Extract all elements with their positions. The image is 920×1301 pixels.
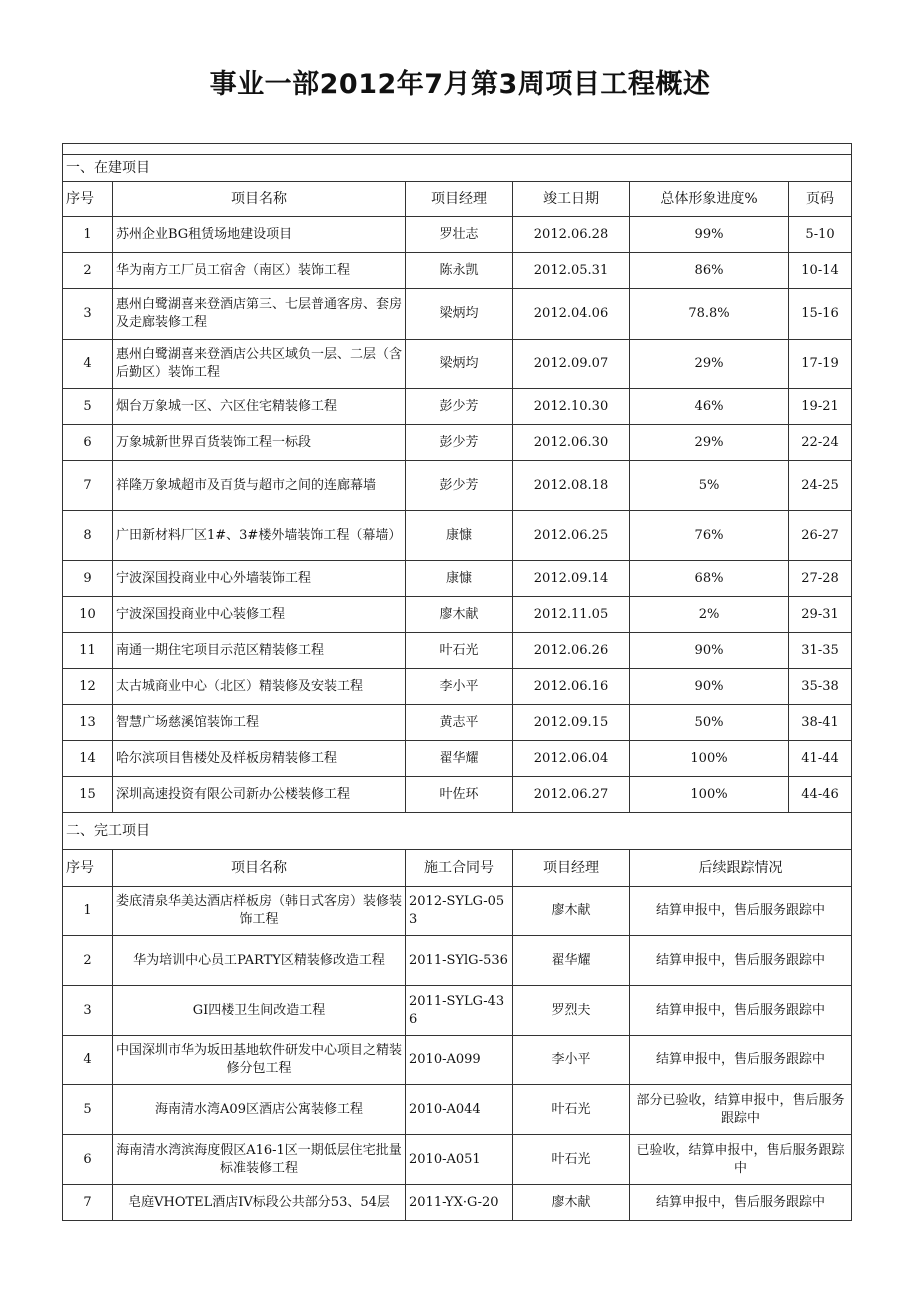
table-cell: 86% xyxy=(630,253,789,289)
table-cell: 12 xyxy=(63,669,113,705)
table-cell: 梁炳均 xyxy=(406,340,513,389)
table-cell: 2010-A051 xyxy=(406,1135,513,1185)
table-row xyxy=(63,389,852,425)
table-cell: 康慷 xyxy=(406,511,513,561)
table-cell: 结算申报中，售后服务跟踪中 xyxy=(630,1036,852,1085)
table-row xyxy=(63,340,852,389)
table-cell: 结算申报中，售后服务跟踪中 xyxy=(630,936,852,986)
table-cell: 皂庭VHOTEL酒店IV标段公共部分53、54层 xyxy=(113,1185,406,1221)
table-cell: 部分已验收，结算申报中，售后服务跟踪中 xyxy=(630,1085,852,1135)
table-cell: 结算申报中，售后服务跟踪中 xyxy=(630,1185,852,1221)
table-cell: 叶佐环 xyxy=(406,777,513,813)
column-header: 页码 xyxy=(789,182,852,217)
table-cell: 2012.09.14 xyxy=(513,561,630,597)
table-cell: 5-10 xyxy=(789,217,852,253)
table-cell: 宁波深国投商业中心外墙装饰工程 xyxy=(113,561,406,597)
table-cell: 烟台万象城一区、六区住宅精装修工程 xyxy=(113,389,406,425)
table-cell: 76% xyxy=(630,511,789,561)
table-cell: 35-38 xyxy=(789,669,852,705)
table-cell: 90% xyxy=(630,633,789,669)
table-row xyxy=(63,425,852,461)
table-cell: 2011-SYLG-436 xyxy=(406,986,513,1036)
table-row xyxy=(63,1085,852,1135)
table-cell: 3 xyxy=(63,289,113,340)
table-cell: 2012.06.27 xyxy=(513,777,630,813)
table-cell: 哈尔滨项目售楼处及样板房精装修工程 xyxy=(113,741,406,777)
table-cell: 2012.10.30 xyxy=(513,389,630,425)
table-cell: 苏州企业BG租赁场地建设项目 xyxy=(113,217,406,253)
table-row xyxy=(63,217,852,253)
table-cell: 2010-A044 xyxy=(406,1085,513,1135)
table-row xyxy=(63,936,852,986)
table-cell: 2012-SYLG-053 xyxy=(406,887,513,936)
table-cell: 2012.06.28 xyxy=(513,217,630,253)
table-cell: 2012.09.07 xyxy=(513,340,630,389)
table-row xyxy=(63,1036,852,1085)
table-row xyxy=(63,561,852,597)
table-cell: 彭少芳 xyxy=(406,425,513,461)
column-header: 项目经理 xyxy=(513,850,630,887)
table-cell: 90% xyxy=(630,669,789,705)
table-cell: 廖木献 xyxy=(513,887,630,936)
table-cell: 78.8% xyxy=(630,289,789,340)
table-row xyxy=(63,597,852,633)
section-heading-completed: 二、完工项目 xyxy=(63,813,852,850)
table-cell: 26-27 xyxy=(789,511,852,561)
completed-header-row xyxy=(63,850,852,887)
table-cell: 宁波深国投商业中心装修工程 xyxy=(113,597,406,633)
table-cell: 惠州白鹭湖喜来登酒店公共区域负一层、二层（含后勤区）装饰工程 xyxy=(113,340,406,389)
page-title: 事业一部2012年7月第3周项目工程概述 xyxy=(209,69,711,100)
table-cell: 彭少芳 xyxy=(406,461,513,511)
table-cell: 9 xyxy=(63,561,113,597)
table-cell: 15-16 xyxy=(789,289,852,340)
table-cell: 99% xyxy=(630,217,789,253)
table-cell: 华为南方工厂员工宿舍（南区）装饰工程 xyxy=(113,253,406,289)
table-cell: 罗烈夫 xyxy=(513,986,630,1036)
table-cell: 2012.11.05 xyxy=(513,597,630,633)
table-cell: 深圳高速投资有限公司新办公楼装修工程 xyxy=(113,777,406,813)
table-row xyxy=(63,289,852,340)
table-cell: 南通一期住宅项目示范区精装修工程 xyxy=(113,633,406,669)
table-cell: 24-25 xyxy=(789,461,852,511)
table-cell: 太古城商业中心（北区）精装修及安装工程 xyxy=(113,669,406,705)
table-row xyxy=(63,1135,852,1185)
table-cell: 46% xyxy=(630,389,789,425)
table-cell: 68% xyxy=(630,561,789,597)
column-header: 后续跟踪情况 xyxy=(630,850,852,887)
table-cell: 叶石光 xyxy=(513,1135,630,1185)
table-cell: 叶石光 xyxy=(513,1085,630,1135)
table-cell: 李小平 xyxy=(513,1036,630,1085)
table-cell: 广田新材料厂区1#、3#楼外墙装饰工程（幕墙） xyxy=(113,511,406,561)
table-cell: 中国深圳市华为坂田基地软件研发中心项目之精装修分包工程 xyxy=(113,1036,406,1085)
table-row xyxy=(63,461,852,511)
table-cell: 22-24 xyxy=(789,425,852,461)
table-cell: 5 xyxy=(63,389,113,425)
table-cell: 10-14 xyxy=(789,253,852,289)
table-row xyxy=(63,1185,852,1221)
table-cell: 11 xyxy=(63,633,113,669)
table-cell: 2012.09.15 xyxy=(513,705,630,741)
table-cell: 29% xyxy=(630,340,789,389)
table-cell: 19-21 xyxy=(789,389,852,425)
table-cell: 29-31 xyxy=(789,597,852,633)
table-cell: 李小平 xyxy=(406,669,513,705)
column-header: 序号 xyxy=(63,182,113,217)
table-cell: 结算申报中，售后服务跟踪中 xyxy=(630,887,852,936)
table-cell: 康慷 xyxy=(406,561,513,597)
table-cell: 4 xyxy=(63,340,113,389)
in-progress-header-row xyxy=(63,182,852,217)
table-row xyxy=(63,705,852,741)
table-cell: 6 xyxy=(63,1135,113,1185)
table-cell: 41-44 xyxy=(789,741,852,777)
table-cell: 8 xyxy=(63,511,113,561)
table-cell: 2012.06.26 xyxy=(513,633,630,669)
table-cell: 2012.06.30 xyxy=(513,425,630,461)
table-cell: 陈永凯 xyxy=(406,253,513,289)
table-row xyxy=(63,669,852,705)
column-header: 项目经理 xyxy=(406,182,513,217)
project-summary-table xyxy=(62,143,852,1221)
table-cell: 2011-YX·G-20 xyxy=(406,1185,513,1221)
table-row xyxy=(63,511,852,561)
table-cell: 结算申报中，售后服务跟踪中 xyxy=(630,986,852,1036)
table-cell: 叶石光 xyxy=(406,633,513,669)
table-cell: 14 xyxy=(63,741,113,777)
table-cell: 1 xyxy=(63,217,113,253)
section-heading-row xyxy=(63,155,852,182)
table-cell: 2012.06.04 xyxy=(513,741,630,777)
table-cell: 2010-A099 xyxy=(406,1036,513,1085)
table-cell: 祥隆万象城超市及百货与超市之间的连廊幕墙 xyxy=(113,461,406,511)
table-cell: 10 xyxy=(63,597,113,633)
table-row xyxy=(63,986,852,1036)
table-cell: 17-19 xyxy=(789,340,852,389)
table-cell: 廖木献 xyxy=(406,597,513,633)
table-row xyxy=(63,633,852,669)
table-cell: 13 xyxy=(63,705,113,741)
table-cell: 2011-SYlG-536 xyxy=(406,936,513,986)
table-row xyxy=(63,741,852,777)
table-cell: 15 xyxy=(63,777,113,813)
table-cell: 海南清水湾A09区酒店公寓装修工程 xyxy=(113,1085,406,1135)
table-cell: 娄底清泉华美达酒店样板房（韩日式客房）装修装饰工程 xyxy=(113,887,406,936)
table-cell: 38-41 xyxy=(789,705,852,741)
column-header: 总体形象进度% xyxy=(630,182,789,217)
table-cell: 27-28 xyxy=(789,561,852,597)
table-cell: 7 xyxy=(63,1185,113,1221)
table-cell: 2012.05.31 xyxy=(513,253,630,289)
table-cell: 翟华耀 xyxy=(406,741,513,777)
table-cell: 海南清水湾滨海度假区A16-1区一期低层住宅批量标准装修工程 xyxy=(113,1135,406,1185)
table-cell: 1 xyxy=(63,887,113,936)
section-heading-row xyxy=(63,813,852,850)
table-cell: 已验收，结算申报中，售后服务跟踪中 xyxy=(630,1135,852,1185)
table-cell: 廖木献 xyxy=(513,1185,630,1221)
table-cell: 2% xyxy=(630,597,789,633)
table-row xyxy=(63,887,852,936)
table-cell: 2012.06.25 xyxy=(513,511,630,561)
table-cell: 2012.08.18 xyxy=(513,461,630,511)
table-cell: 罗壮志 xyxy=(406,217,513,253)
table-cell: GI四楼卫生间改造工程 xyxy=(113,986,406,1036)
table-cell: 5 xyxy=(63,1085,113,1135)
table-cell: 31-35 xyxy=(789,633,852,669)
table-row xyxy=(63,777,852,813)
table-cell: 彭少芳 xyxy=(406,389,513,425)
table-cell: 44-46 xyxy=(789,777,852,813)
table-cell: 6 xyxy=(63,425,113,461)
table-cell: 翟华耀 xyxy=(513,936,630,986)
table-cell: 智慧广场慈溪馆装饰工程 xyxy=(113,705,406,741)
table-cell: 3 xyxy=(63,986,113,1036)
table-cell: 50% xyxy=(630,705,789,741)
column-header: 竣工日期 xyxy=(513,182,630,217)
table-row xyxy=(63,253,852,289)
table-cell: 梁炳均 xyxy=(406,289,513,340)
table-cell: 29% xyxy=(630,425,789,461)
table-cell: 惠州白鹭湖喜来登酒店第三、七层普通客房、套房及走廊装修工程 xyxy=(113,289,406,340)
table-cell: 5% xyxy=(630,461,789,511)
column-header: 项目名称 xyxy=(113,850,406,887)
column-header: 施工合同号 xyxy=(406,850,513,887)
column-header: 序号 xyxy=(63,850,113,887)
table-cell: 100% xyxy=(630,741,789,777)
table-cell: 2 xyxy=(63,253,113,289)
table-cell: 2012.06.16 xyxy=(513,669,630,705)
table-cell: 2012.04.06 xyxy=(513,289,630,340)
table-cell: 黄志平 xyxy=(406,705,513,741)
table-cell: 华为培训中心员工PARTY区精装修改造工程 xyxy=(113,936,406,986)
section-heading-in-progress: 一、在建项目 xyxy=(63,155,852,182)
column-header: 项目名称 xyxy=(113,182,406,217)
table-cell: 4 xyxy=(63,1036,113,1085)
table-cell: 2 xyxy=(63,936,113,986)
table-cell: 7 xyxy=(63,461,113,511)
table-cell: 万象城新世界百货装饰工程一标段 xyxy=(113,425,406,461)
table-cell: 100% xyxy=(630,777,789,813)
